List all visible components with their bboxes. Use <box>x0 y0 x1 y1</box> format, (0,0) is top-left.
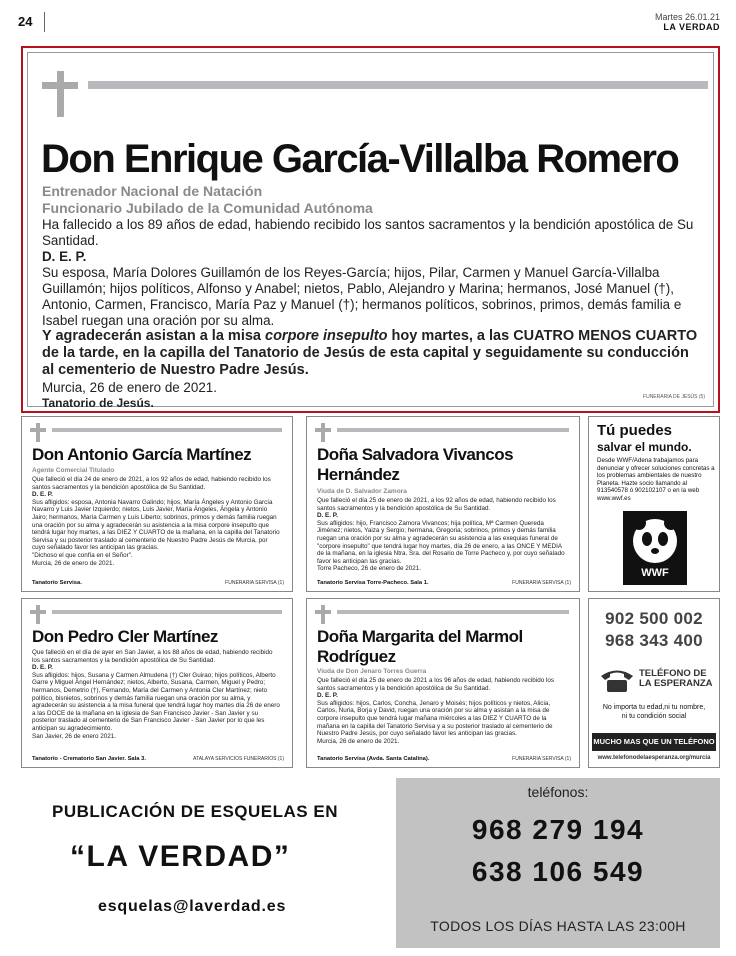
thanks-text: Y agradecerán asistan a la misa <box>42 328 266 344</box>
wwf-logo: WWF <box>641 567 669 579</box>
obituary-dep: D. E. P. <box>42 249 87 264</box>
header-divider <box>44 12 45 32</box>
decorative-bar <box>337 428 569 432</box>
cross-icon <box>36 423 40 442</box>
publication-phones-box <box>396 778 720 948</box>
obituary-body <box>32 649 282 740</box>
obituary-intro: Que falleció el día 25 de enero de 2021 a los 96 años de edad, habiendo recibido los santos sacramentos y la bendición apostólica de Su Santidad. <box>317 677 555 692</box>
cross-icon <box>57 71 64 117</box>
esperanza-title <box>639 669 713 689</box>
obituary-place-date: Murcia, 26 de enero de 2021. <box>32 559 115 567</box>
obituary-place-date: San Javier, 26 de enero 2021. <box>32 732 117 740</box>
funeral-signature: FUNERARIA SERVISA (1) <box>512 756 571 762</box>
wwf-ad-title <box>597 423 692 455</box>
publication-phone-1: 968 279 194 <box>471 814 645 845</box>
esperanza-title-line-1: TELÉFONO DE <box>639 668 707 679</box>
decorative-bar <box>52 428 282 432</box>
wwf-title-line-1: Tú puedes <box>597 422 673 439</box>
obituary-place-date: Murcia, 26 de enero de 2021. <box>42 380 217 395</box>
deceased-role: Viuda de Don Jenaro Torres Guerra <box>317 668 427 675</box>
thanks-text-2: hoy martes, a las CUATRO MENOS CUARTO de la tarde, en la capilla del Tanatorio de Jesús de esta capital y seguidamente su conducción al cementerio de Nuestro Padre Jesús. <box>42 328 698 378</box>
publication-newspaper: “LA VERDAD” <box>70 840 291 873</box>
obituary-intro: Que falleció en el día de ayer en San Javier, a los 88 años de edad, habiendo recibido los santos sacramentos y la bendición apostólica de Su Santidad. <box>32 649 273 664</box>
publication-hours: TODOS LOS DÍAS HASTA LAS 23:00H <box>430 918 686 934</box>
funeral-signature: FUNERARIA SERVISA (1) <box>512 580 571 586</box>
deceased-title-1: Entrenador Nacional de Natación <box>42 183 263 199</box>
obituary-dep: D. E. P. <box>317 512 338 520</box>
cross-icon <box>36 605 40 624</box>
decorative-bar <box>88 81 708 89</box>
funeral-home: Tanatorio Servisa. <box>32 580 82 586</box>
obituary-dep: D. E. P. <box>32 491 53 499</box>
obituary-family: Sus afligidos: hijos, Susana y Carmen Almudena (†) Cler Guirao; hijos políticos, Alberto Garre y Miguel Ángel Hernández; nietos, Alberto, Susana, Carmen, Miguel y Pedro; hermanos, Demetrio (†), Fernando, María del Carmen y Antonia Cler Martínez; nieto político, bisnietos, sobrinos y demás familia ruegan una oración por su alma, y agradecerán su asistencia a la misa funeral que tendrá lugar hoy martes día 26 de enero a las DOCE de la mañana en la iglesia de San Francisco Javier - San Javier y su posterior traslado al cementerio de San Francisco Javier - San Javier por lo que les anticipan su agradecimiento. <box>32 671 280 732</box>
obituary-dep: D. E. P. <box>32 664 53 672</box>
obituary-card <box>21 598 293 768</box>
cross-icon-arm <box>30 610 46 614</box>
obituary-intro: Que falleció el día 24 de enero de 2021, a los 92 años de edad, habiendo recibido los santos sacramentos y la bendición apostólica de Su Santidad. <box>32 476 271 491</box>
wwf-ad <box>588 416 720 592</box>
obituary-family: Sus afligidos: esposa, Antonia Navarro Galindo; hijos, María Ángeles y Antonio García Navarro y Luis Javier Izquierdo; nietos, Luis Javier, María Ángeles, Ángela y Antonio Jairo; hermanos, María Carmen y Luis Liberto; sobrinos, primos y demás familia ruegan una oración por su alma y agradecerán su asistencia a la misa corpore insepulto que tendrá lugar hoy martes, a las DIEZ Y CUARTO de la mañana, en la capilla del Tanatorio Servisa y su posterior traslado al cementerio de Nuestro Padre Jesús de Murcia, por cuyo señalado favor les anticipan las gracias. <box>32 498 280 552</box>
deceased-role: Agente Comercial Titulado <box>32 467 115 474</box>
obituary-family: Sus afligidos: hijo, Francisco Zamora Vivancos; hija política, Mª Carmen Quereda Jiménez; nietos, Yaiza y Sergio; hermana, Gregoria; sobrinos, primos y demás familia ruegan una oración por su alma y agradecerán su asistencia a las exequias funeral de "corpore insepulto" que tendrá lugar hoy martes, día 26 de enero, a las ONCE Y MEDIA de la mañana, en la iglesia Ntra. Sra. del Rosario de Torre Pacheco y, por cuyo señalado favor les anticipan las gracias. <box>317 519 565 565</box>
decorative-bar <box>337 610 569 614</box>
obituary-funeral-home: Tanatorio de Jesús. <box>42 396 154 410</box>
esperanza-url: www.telefonodelaesperanza.org/murcia <box>597 755 711 761</box>
issue-date: Martes 26.01.21 <box>654 12 720 22</box>
obituary-card <box>306 598 580 768</box>
funeral-home: Tanatorio - Crematorio San Javier. Sala 3. <box>32 756 146 762</box>
obituary-body <box>317 677 569 745</box>
esperanza-message-line-2: ni tu condición social <box>621 713 687 720</box>
cross-icon-arm <box>315 428 331 432</box>
wwf-title-line-2: salvar el mundo. <box>597 440 692 454</box>
page-header <box>18 12 720 34</box>
esperanza-title-line-2: LA ESPERANZA <box>639 678 713 689</box>
funeral-home: Tanatorio Servisa (Avda. Santa Catalina). <box>317 756 430 762</box>
esperanza-message-line-1: No importa tu edad,ni tu nombre, <box>602 704 706 711</box>
funeral-signature: FUNERARIA DE JESÚS (5) <box>643 394 705 400</box>
deceased-title-2: Funcionario Jubilado de la Comunidad Autónoma <box>42 200 373 216</box>
publication-email: esquelas@laverdad.es <box>98 898 287 915</box>
obituary-place-date: Torre Pacheco, 26 de enero de 2021. <box>317 565 421 573</box>
funeral-home: Tanatorio Servisa Torre-Pacheco. Sala 1. <box>317 580 429 586</box>
telephone-icon <box>599 667 635 693</box>
obituary-card <box>306 416 580 592</box>
deceased-name: Don Pedro Cler Martínez <box>32 627 218 646</box>
obituary-intro: Que falleció el día 25 de enero de 2021, a los 92 años de edad, habiendo recibido los santos sacramentos y la bendición apostólica de Su Santidad. <box>317 497 556 512</box>
wwf-ad-text: Desde WWF/Adena trabajamos para denunciar y ofrecer soluciones concretas a los problemas ambientales de nuestro Planeta. Hazte socio llamando al 913540578 ó 902102107 o en la web www.wwf.es <box>597 457 715 502</box>
deceased-name: Don Enrique García-Villalba Romero <box>41 137 679 181</box>
obituary-card <box>21 416 293 592</box>
obituary-body <box>317 497 569 573</box>
obituary-family: Su esposa, María Dolores Guillamón de los Reyes-García; hijos, Pilar, Carmen y Manuel García-Villalba Guillamón; hijos políticos, Alfonso y Anabel; nietos, Pablo, Alejandro y Marina; hermanos, José Manuel (†), Antonio, Carmen, Francisco, María Paz y Manuel (†); hermanos políticos, sobrinos, primos, demás familia e Isabel ruegan una oración por su alma. <box>42 265 682 328</box>
main-obituary <box>21 46 720 413</box>
obituary-family: Sus afligidos: hijos, Carlos, Concha, Jenaro y Moisés; hijos políticos y nietos, Alicia, Carlos, Nuria, Borja y David, ruegan una oración por su alma y asistan a la misa de corpore insepulto que tendrá lugar mañana miércoles a las DIEZ Y CUARTO de la mañana en la capilla del Tanatorio Servisa y a su posterior traslado al cementerio de Nuestro Padre Jesús, por cuyo señalado favor les anticipan las gracias. <box>317 699 553 738</box>
main-obituary-frame <box>27 52 714 410</box>
funeral-signature: FUNERARIA SERVISA (1) <box>225 580 284 586</box>
obituary-place-date: Murcia, 26 de enero de 2021. <box>317 737 400 745</box>
newspaper-name: LA VERDAD <box>663 22 720 32</box>
obituary-dep: D. E. P. <box>317 692 338 700</box>
phones-label: teléfonos: <box>527 784 589 800</box>
deceased-name: Don Antonio García Martínez <box>32 445 252 464</box>
cross-icon-arm <box>30 428 46 432</box>
deceased-role: Viuda de D. Salvador Zamora <box>317 488 407 495</box>
esperanza-phone-2: 968 343 400 <box>605 631 703 650</box>
esperanza-ad <box>588 598 720 768</box>
obituary-intro: Ha fallecido a los 89 años de edad, habiendo recibido los santos sacramentos y la bendición apostólica de Su Santidad. <box>42 217 694 248</box>
cross-icon-arm <box>42 82 78 89</box>
esperanza-phone-1: 902 500 002 <box>605 609 703 628</box>
publication-title: PUBLICACIÓN DE ESQUELAS EN <box>52 802 338 821</box>
deceased-name: Doña Salvadora Vivancos Hernández <box>317 445 514 484</box>
funeral-signature: ATALAYA SERVICIOS FUNERARIOS (1) <box>193 756 284 762</box>
esperanza-band: MUCHO MAS QUE UN TELÉFONO <box>592 733 716 751</box>
esperanza-message <box>589 703 719 721</box>
page-number: 24 <box>18 14 33 29</box>
obituary-body <box>32 476 282 567</box>
cross-icon-arm <box>315 610 331 614</box>
obituary-quote: "Dichoso el que confía en el Señor". <box>32 551 133 559</box>
thanks-italic: corpore insepulto <box>265 328 388 344</box>
cross-icon <box>321 423 325 442</box>
decorative-bar <box>52 610 282 614</box>
obituary-thanks <box>42 328 702 379</box>
deceased-name: Doña Margarita del Marmol Rodríguez <box>317 627 523 666</box>
cross-icon <box>321 605 325 624</box>
publication-phone-2: 638 106 549 <box>471 856 645 887</box>
